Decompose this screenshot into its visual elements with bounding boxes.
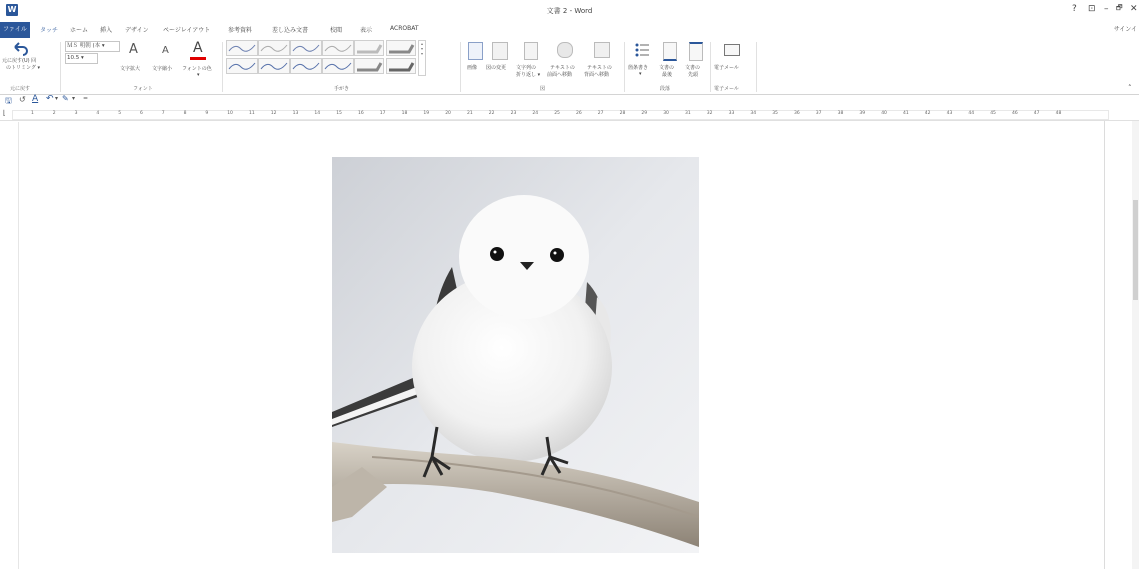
grow-font-icon: A — [129, 42, 138, 57]
bullets-label: 箇条書き — [628, 65, 649, 71]
ruler-tick-label: 45 — [990, 111, 996, 116]
title-bar — [0, 0, 1139, 22]
ruler-tick-label: 44 — [968, 111, 975, 116]
ruler-tick-label: 12 — [270, 111, 277, 116]
vertical-scrollbar[interactable] — [1132, 121, 1139, 569]
image-button[interactable] — [464, 40, 486, 80]
shrink-font-icon: A — [162, 45, 169, 56]
tab-acrobat[interactable]: ACROBAT — [390, 25, 419, 32]
highlighter-style-4[interactable] — [386, 58, 416, 74]
customize-qat-icon[interactable]: = — [83, 95, 89, 102]
ruler-tick-label: 48 — [1055, 111, 1062, 116]
image-icon — [468, 42, 483, 60]
bring-forward-label-1: テキストの — [550, 65, 575, 71]
save-icon[interactable]: 🖫 — [5, 96, 12, 105]
ruler-tick-label: 25 — [554, 111, 560, 116]
touch-mode-icon[interactable]: ↺ — [19, 95, 26, 104]
font-color-button[interactable] — [182, 40, 218, 84]
ruler-tick-label: 36 — [794, 111, 800, 116]
change-picture-icon — [492, 42, 508, 60]
inserted-picture[interactable] — [332, 157, 699, 553]
highlighter-style-1[interactable] — [354, 40, 384, 56]
ruler-tick-label: 15 — [336, 111, 342, 116]
ruler-tick-label: 46 — [1012, 111, 1018, 116]
send-backward-label-1: テキストの — [587, 65, 612, 71]
ruler-tick-label: 26 — [576, 111, 582, 116]
collapse-ribbon-icon[interactable]: ˄ — [1128, 84, 1132, 92]
scrollbar-thumb[interactable] — [1133, 200, 1138, 300]
document-end-icon — [663, 42, 677, 61]
font-color-label: フォントの色 — [182, 66, 212, 72]
ruler-tick-label: 23 — [510, 111, 517, 116]
document-end-button[interactable] — [658, 40, 682, 84]
ruler-tick-label: 13 — [292, 111, 299, 116]
font-name-combo[interactable]: ＭＳ 明朝 (本 ▾ — [65, 41, 120, 52]
divider — [624, 42, 625, 92]
tab-file[interactable]: ファイル — [0, 22, 30, 38]
close-button[interactable]: ✕ — [1130, 4, 1138, 14]
pen-style-4[interactable] — [322, 40, 354, 56]
divider — [460, 42, 461, 92]
pen-style-3[interactable] — [290, 40, 322, 56]
wrap-text-button[interactable] — [514, 40, 546, 84]
shrink-font-button[interactable] — [152, 40, 180, 78]
font-size-combo[interactable]: 10.5 ▾ — [65, 53, 98, 64]
font-size-value: 10.5 — [67, 55, 80, 61]
ruler-tick-label: 9 — [205, 111, 209, 116]
highlighter-icon — [355, 41, 383, 55]
divider — [222, 42, 223, 92]
undo-button[interactable] — [2, 40, 62, 82]
ruler-tick-label: 5 — [118, 111, 122, 116]
font-color-qat-icon[interactable]: A — [32, 94, 39, 104]
ruler-tick-label: 8 — [183, 111, 187, 116]
ruler-tick-label: 10 — [227, 111, 233, 116]
ruler-tick-label: 1 — [31, 111, 34, 116]
ruler-tick-label: 17 — [379, 111, 386, 116]
ruler-tick-label: 32 — [706, 111, 713, 116]
wrap-text-label-1: 文字列の — [516, 65, 537, 71]
long-tailed-tit-photo — [332, 157, 699, 553]
document-end-label-2: 最後 — [662, 72, 673, 78]
page-edge-divider — [1104, 121, 1105, 569]
ruler-tick-label: 19 — [423, 111, 430, 116]
restore-button[interactable]: 🗗 — [1116, 4, 1123, 12]
ruler-tick-label: 2 — [52, 111, 56, 116]
document-start-icon — [689, 42, 703, 61]
ruler-tick-label: 16 — [358, 111, 364, 116]
divider — [710, 42, 711, 92]
ruler-tick-label: 40 — [881, 111, 887, 116]
tab-view[interactable]: 表示 — [360, 27, 373, 34]
sign-in-link[interactable]: サインイ — [1113, 26, 1137, 33]
tab-design[interactable]: デザイン — [125, 27, 149, 34]
undo-icon — [12, 40, 28, 56]
pen-stroke-icon — [323, 59, 353, 73]
pen-style-8[interactable] — [322, 58, 354, 74]
email-button[interactable] — [712, 40, 752, 80]
font-color-bar — [190, 57, 206, 60]
highlighter-icon — [355, 59, 383, 73]
chevron-down-icon[interactable]: ▾ — [55, 95, 59, 102]
wrap-text-icon — [524, 42, 538, 60]
tab-insert[interactable]: 挿入 — [100, 27, 113, 34]
highlighter-icon — [387, 59, 415, 73]
ruler-tick-label: 39 — [859, 111, 866, 116]
tab-page-layout[interactable]: ページレイアウト — [163, 27, 211, 34]
ruler-tick-label: 29 — [641, 111, 648, 116]
ruler-tick-label: 27 — [597, 111, 604, 116]
ruler-tick-label: 18 — [401, 111, 408, 116]
ruler-tick-label: 35 — [772, 111, 778, 116]
divider — [756, 42, 757, 92]
ink-pen-gallery[interactable] — [226, 40, 454, 82]
chevron-down-icon: ▾ — [639, 71, 642, 77]
send-backward-button[interactable] — [584, 40, 618, 84]
ruler-tick-label: 37 — [815, 111, 822, 116]
image-label: 画像 — [467, 65, 478, 71]
ruler-tick-label: 20 — [445, 111, 451, 116]
word-app-icon[interactable]: W — [7, 5, 17, 14]
font-color-icon: A — [193, 40, 203, 56]
undo-label-line1: 元に戻す(U) 回 — [2, 58, 37, 64]
ruler-tick-label: 41 — [903, 111, 909, 116]
group-label-paragraph: 段落 — [660, 86, 671, 92]
ribbon-display-options-button[interactable]: ⊡ — [1088, 4, 1096, 14]
ruler-tick-label: 34 — [750, 111, 757, 116]
font-name-value: ＭＳ 明朝 (本 — [67, 43, 101, 49]
pen-style-5[interactable] — [226, 58, 258, 74]
bring-forward-label-2: 前面へ移動 — [547, 72, 573, 78]
ruler-tick-label: 43 — [946, 111, 953, 116]
ruler-tick-label: 22 — [488, 111, 495, 116]
document-end-label-1: 文書の — [659, 65, 675, 71]
change-picture-button[interactable] — [486, 40, 512, 80]
send-backward-icon — [594, 42, 610, 58]
ruler-tick-label: 38 — [837, 111, 844, 116]
undo-qat-icon[interactable]: ↶ — [46, 94, 54, 104]
vertical-ruler[interactable] — [8, 122, 19, 569]
undo-label-line2: のトリミング ▾ — [6, 65, 40, 71]
shrink-font-label: 文字縮小 — [152, 66, 173, 72]
ruler-tick-label: 4 — [96, 111, 100, 116]
pen-stroke-icon — [291, 59, 321, 73]
group-label-email: 電子メール — [714, 86, 739, 92]
tab-references[interactable]: 参考資料 — [228, 27, 253, 34]
document-start-button[interactable] — [684, 40, 708, 84]
ruler-tick-label: 24 — [532, 111, 539, 116]
pen-style-7[interactable] — [290, 58, 322, 74]
bullets-button[interactable] — [628, 40, 656, 84]
tab-selector-icon[interactable]: ⌊ — [3, 109, 6, 117]
email-label: 電子メール — [714, 65, 739, 71]
ruler-tick-label: 21 — [467, 111, 473, 116]
send-backward-label-2: 背面へ移動 — [584, 72, 610, 78]
ruler-tick-label: 7 — [161, 111, 165, 116]
ribbon — [0, 38, 1139, 95]
bring-forward-icon — [557, 42, 573, 58]
pen-stroke-icon — [227, 59, 257, 73]
ruler-tick-label: 47 — [1033, 111, 1040, 116]
ruler-tick-label: 11 — [249, 111, 255, 116]
email-icon — [724, 44, 740, 56]
chevron-down-icon: ▾ — [197, 72, 200, 78]
pen-stroke-icon — [323, 41, 353, 55]
ruler-tick-label: 42 — [924, 111, 931, 116]
gallery-scroll[interactable]: ▴ ▾ ▾ — [418, 40, 426, 76]
highlighter-icon — [387, 41, 415, 55]
group-label-undo: 元に戻す — [10, 86, 31, 92]
quick-access-toolbar — [0, 95, 1139, 106]
group-label-font: フォント — [133, 86, 153, 92]
ink-qat-icon[interactable]: ✎ — [62, 94, 69, 103]
ruler-scale — [12, 110, 1109, 120]
pen-stroke-icon — [227, 41, 257, 55]
help-button[interactable]: ? — [1072, 4, 1077, 14]
pen-stroke-icon — [259, 59, 289, 73]
ruler-tick-label: 3 — [74, 111, 78, 116]
tab-home[interactable]: ホーム — [70, 27, 89, 34]
minimize-button[interactable]: – — [1104, 4, 1109, 14]
pen-stroke-icon — [291, 41, 321, 55]
bring-forward-button[interactable] — [547, 40, 581, 84]
tab-mailings[interactable]: 差し込み文書 — [272, 27, 309, 34]
pen-style-2[interactable] — [258, 40, 290, 56]
tab-review[interactable]: 校閲 — [330, 27, 343, 34]
ruler-tick-label: 31 — [685, 111, 691, 116]
change-picture-label: 図の変更 — [486, 65, 507, 71]
document-start-label-1: 文書の — [685, 65, 701, 71]
wrap-text-label-2: 折り返し ▾ — [516, 72, 541, 78]
ribbon-tab-bar — [0, 22, 1139, 38]
group-label-ink: 手がき — [334, 86, 350, 92]
pen-style-6[interactable] — [258, 58, 290, 74]
pen-style-1[interactable] — [226, 40, 258, 56]
ruler-tick-label: 30 — [663, 111, 669, 116]
chevron-down-icon[interactable]: ▾ — [72, 95, 76, 102]
tab-touch[interactable]: タッチ — [40, 27, 59, 34]
ruler-tick-label: 6 — [140, 111, 143, 116]
divider — [60, 42, 61, 92]
highlighter-style-2[interactable] — [386, 40, 416, 56]
document-start-label-2: 先頭 — [688, 72, 699, 78]
horizontal-ruler[interactable] — [0, 108, 1139, 121]
group-label-figure: 図 — [540, 86, 546, 92]
ruler-tick-label: 33 — [728, 111, 735, 116]
document-title: 文書 2 - Word — [546, 7, 593, 15]
grow-font-button[interactable] — [120, 40, 148, 78]
ruler-tick-label: 28 — [619, 111, 626, 116]
pen-stroke-icon — [259, 41, 289, 55]
highlighter-style-3[interactable] — [354, 58, 384, 74]
grow-font-label: 文字拡大 — [120, 66, 141, 72]
ruler-tick-label: 14 — [314, 111, 321, 116]
bullets-icon — [635, 42, 649, 58]
